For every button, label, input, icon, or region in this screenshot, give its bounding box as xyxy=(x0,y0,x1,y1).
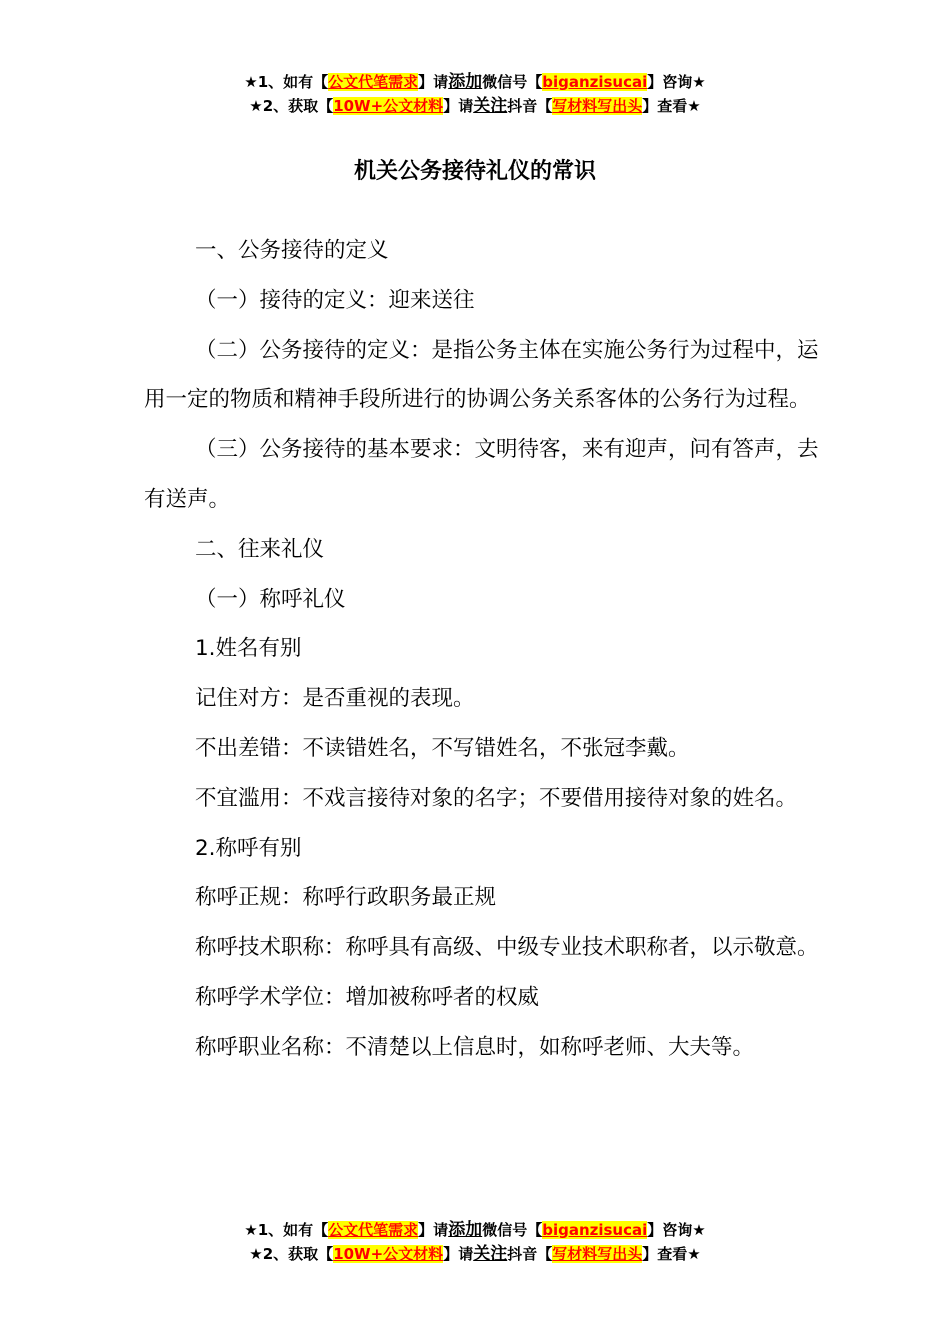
highlight-materials: 10W+公文材料 xyxy=(333,97,444,115)
paragraph: 称呼正规：称呼行政职务最正规 xyxy=(195,885,497,911)
banner-text: 微信号【 xyxy=(482,73,543,91)
banner-text: 】查看★ xyxy=(642,1245,701,1263)
footer-banner xyxy=(0,1218,950,1266)
banner-emphasis: 添加 xyxy=(448,72,483,92)
highlight-service: 公文代笔需求 xyxy=(328,73,419,91)
banner-emphasis: 关注 xyxy=(473,96,508,116)
banner-emphasis: 关注 xyxy=(473,1244,508,1264)
banner-text: 】请 xyxy=(443,97,474,115)
banner-text: 】咨询★ xyxy=(647,1221,706,1239)
banner-text: 】请 xyxy=(418,73,449,91)
paragraph: （一）称呼礼仪 xyxy=(195,586,346,612)
highlight-materials: 10W+公文材料 xyxy=(333,1245,444,1263)
highlight-service: 公文代笔需求 xyxy=(328,1221,419,1239)
banner-text: 】请 xyxy=(418,1221,449,1239)
highlight-wechat-id: biganzisucai xyxy=(542,73,648,91)
paragraph: （一）接待的定义：迎来送往 xyxy=(195,287,475,313)
banner-line-2 xyxy=(0,1242,950,1266)
highlight-douyin: 写材料写出头 xyxy=(552,97,643,115)
paragraph: 1.姓名有别 xyxy=(195,636,302,662)
paragraph: （二）公务接待的定义：是指公务主体在实施公务行为过程中，运用一定的物质和精神手段所进行的协调公务关系客体的公务行为过程。 xyxy=(144,337,819,413)
banner-text: 抖音【 xyxy=(507,97,553,115)
paragraph: （三）公务接待的基本要求：文明待客，来有迎声，问有答声，去有送声。 xyxy=(144,437,819,512)
document-title: 机关公务接待礼仪的常识 xyxy=(353,159,596,184)
paragraph: 2.称呼有别 xyxy=(195,835,302,861)
banner-text: 】查看★ xyxy=(642,97,701,115)
paragraph: 不出差错：不读错姓名，不写错姓名，不张冠李戴。 xyxy=(195,735,690,761)
banner-line-2 xyxy=(0,94,950,118)
banner-line-1 xyxy=(0,70,950,94)
paragraph: 称呼职业名称：不清楚以上信息时，如称呼老师、大夫等。 xyxy=(195,1034,755,1060)
paragraph: 不宜滥用：不戏言接待对象的名字；不要借用接待对象的姓名。 xyxy=(195,785,798,811)
highlight-douyin: 写材料写出头 xyxy=(552,1245,643,1263)
banner-text: ★1、如有【 xyxy=(244,73,329,91)
paragraph: 称呼技术职称：称呼具有高级、中级专业技术职称者，以示敬意。 xyxy=(195,935,819,961)
paragraph: 称呼学术学位：增加被称呼者的权威 xyxy=(195,984,540,1010)
section-heading: 一、公务接待的定义 xyxy=(195,238,389,263)
header-banner xyxy=(0,70,950,118)
highlight-wechat-id: biganzisucai xyxy=(542,1221,648,1239)
paragraph: 记住对方：是否重视的表现。 xyxy=(195,686,475,712)
banner-line-1 xyxy=(0,1218,950,1242)
banner-text: 抖音【 xyxy=(507,1245,553,1263)
document-body xyxy=(144,226,824,1073)
banner-text: ★2、获取【 xyxy=(249,97,334,115)
banner-text: 微信号【 xyxy=(482,1221,543,1239)
banner-text: 】咨询★ xyxy=(647,73,706,91)
banner-text: ★2、获取【 xyxy=(249,1245,334,1263)
banner-emphasis: 添加 xyxy=(448,1220,483,1240)
banner-text: 】请 xyxy=(443,1245,474,1263)
banner-text: ★1、如有【 xyxy=(244,1221,329,1239)
section-heading: 二、往来礼仪 xyxy=(195,536,325,562)
